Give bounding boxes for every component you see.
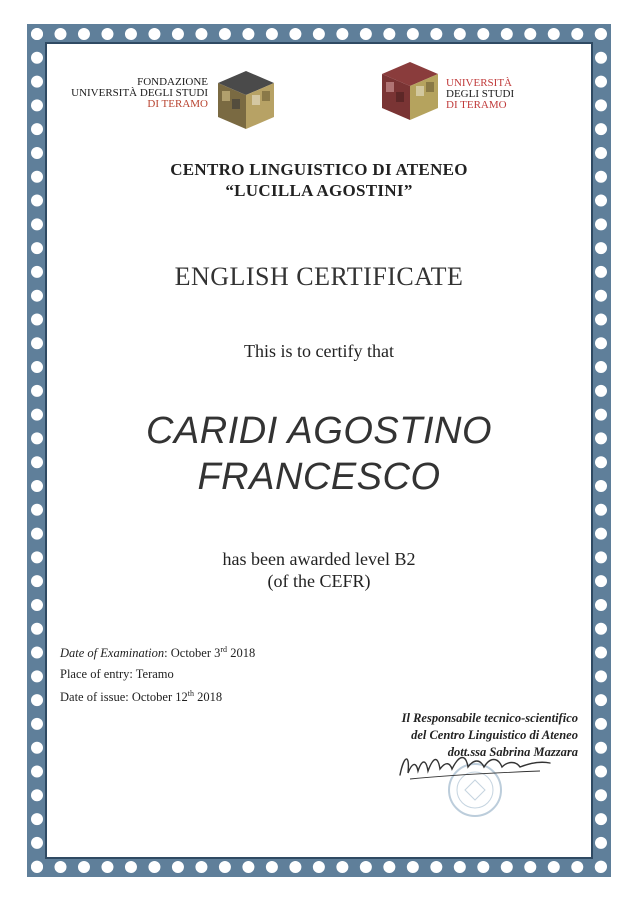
exam-date-value: : October 3	[164, 646, 221, 661]
certificate-title: ENGLISH CERTIFICATE	[174, 262, 464, 291]
signature-icon	[390, 745, 560, 785]
responsible-title: Il Responsabile tecnico-scientifico	[401, 711, 578, 725]
issue-date	[60, 689, 222, 705]
exam-date-year: 2018	[227, 646, 256, 661]
awarded-level: has been awarded level B2	[222, 549, 416, 569]
issue-date-year: 2018	[193, 690, 223, 705]
place-of-entry: Place of entry: Teramo	[60, 667, 174, 681]
cube-logo-icon	[216, 69, 276, 131]
universita-logo	[380, 60, 580, 130]
exam-date-suffix: rd	[220, 645, 228, 654]
fondazione-logo	[60, 67, 280, 137]
logo-left-line1: FONDAZIONE	[137, 76, 208, 88]
exam-date-label: Date of Examination	[60, 646, 165, 661]
responsible-name: dott.ssa Sabrina Mazzara	[447, 745, 578, 759]
cube-logo-icon	[380, 60, 440, 122]
issue-date-value: Date of issue: October 12	[60, 690, 188, 705]
logo-right-line2: DEGLI STUDI	[446, 88, 515, 100]
recipient-name-line1: CARIDI AGOSTINO	[145, 410, 492, 452]
institution-subname: “LUCILLA AGOSTINI”	[225, 181, 413, 200]
logo-right-line3: DI TERAMO	[446, 99, 507, 111]
issue-date-suffix: th	[187, 689, 194, 698]
logo-left-line3: DI TERAMO	[147, 98, 208, 110]
responsible-dept: del Centro Linguistico di Ateneo	[411, 728, 578, 742]
institution-name: CENTRO LINGUISTICO DI ATENEO	[170, 160, 468, 179]
exam-date	[60, 645, 255, 661]
logo-left-line2: UNIVERSITÀ DEGLI STUDI	[71, 87, 208, 99]
recipient-name-line2: FRANCESCO	[197, 456, 441, 498]
certify-text: This is to certify that	[244, 341, 394, 361]
logo-right-line1: UNIVERSITÀ	[446, 77, 512, 89]
awarded-framework: (of the CEFR)	[267, 571, 371, 591]
